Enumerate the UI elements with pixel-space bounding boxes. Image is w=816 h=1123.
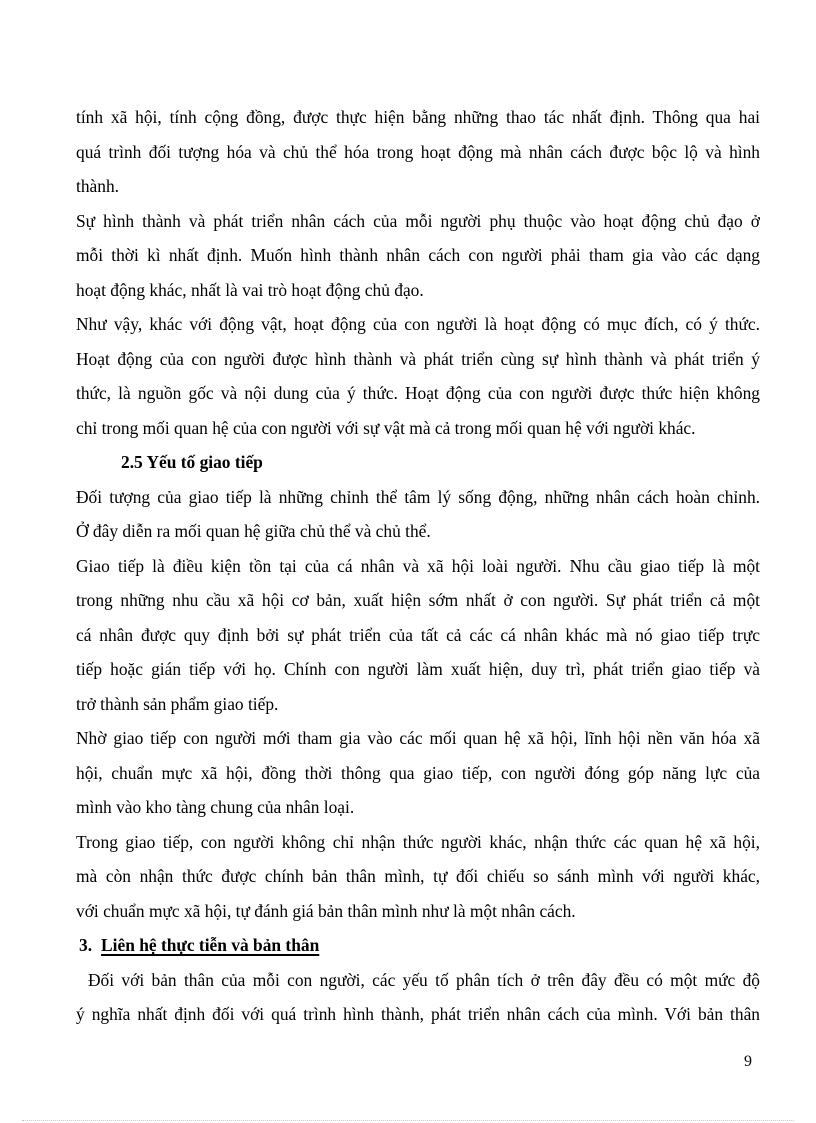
text-line: hội, chuẩn mực xã hội, đồng thời thông qua giao tiếp, con người đóng góp năng lực của [76,762,760,783]
paragraph [76,307,760,445]
section-number: 3. [79,935,93,955]
paragraph [76,549,760,722]
section-title: Liên hệ thực tiễn và bản thân [101,935,320,955]
text-line: tính xã hội, tính cộng đồng, được thực hiện bằng những thao tác nhất định. Thông qua hai [76,107,760,127]
text-line: mà còn nhận thức được chính bản thân mình, tự đối chiếu so sánh mình với người khác, [76,866,760,886]
text-line: thức, là nguồn gốc và nội dung của ý thức. Hoạt động của con người được thức hiện không [76,383,760,403]
text-line: Đối với bản thân của mỗi con người, các yếu tố phân tích ở trên đây đều có một mức độ [88,969,760,990]
text-line: ý nghĩa nhất định đối với quá trình hình thành, phát triển nhân cách của mình. Với bản thân [76,1004,760,1024]
page-number: 9 [744,1053,752,1070]
paragraph [76,204,760,308]
text-line: Giao tiếp là điều kiện tồn tại của cá nhân và xã hội loài người. Nhu cầu giao tiếp là một [76,555,760,576]
text-line: mình vào kho tàng chung của nhân loại. [76,797,355,817]
text-line: Nhờ giao tiếp con người mới tham gia vào các mối quan hệ xã hội, lĩnh hội nền văn hóa xã [76,728,760,748]
section-heading-2-5: 2.5 Yếu tố giao tiếp [121,452,263,472]
text-line: Đối tượng của giao tiếp là những chỉnh thể tâm lý sống động, những nhân cách hoàn chỉnh. [76,486,760,507]
paragraph [76,825,760,929]
text-line: thành. [76,176,119,196]
paragraph [76,100,760,204]
paragraph [76,721,760,825]
section-heading-3 [76,928,760,963]
text-line: chỉ trong mối quan hệ của con người với sự vật mà cả trong mối quan hệ với người khác. [76,417,696,438]
text-line: Ở đây diễn ra mối quan hệ giữa chủ thể và chủ thể. [76,521,431,541]
page-content [76,100,760,1032]
text-line: quá trình đối tượng hóa và chủ thể hóa trong hoạt động mà nhân cách được bộc lộ và hình [76,141,760,162]
text-line: Như vậy, khác với động vật, hoạt động của con người là hoạt động có mục đích, có ý thức. [76,314,760,334]
paragraph [76,963,760,1032]
text-line: Trong giao tiếp, con người không chỉ nhận thức người khác, nhận thức các quan hệ xã hội, [76,831,760,852]
text-line: mỗi thời kì nhất định. Muốn hình thành nhân cách con người phải tham gia vào các dạng [76,245,760,265]
text-line: trở thành sản phẩm giao tiếp. [76,693,279,714]
text-line: Hoạt động của con người được hình thành và phát triển cùng sự hình thành và phát triển ý [76,348,760,369]
text-line: với chuẩn mực xã hội, tự đánh giá bản thân mình như là một nhân cách. [76,900,576,921]
text-line: Sự hình thành và phát triển nhân cách của mỗi người phụ thuộc vào hoạt động chủ đạo ở [76,210,760,231]
text-line: hoạt động khác, nhất là vai trò hoạt động chủ đạo. [76,279,424,300]
text-line: cá nhân được quy định bởi sự phát triển của tất cả các cá nhân khác mà nó giao tiếp trực [76,624,760,645]
page-bottom-divider [22,1120,794,1121]
paragraph [76,480,760,549]
text-line: trong những nhu cầu xã hội cơ bản, xuất hiện sớm nhất ở con người. Sự phát triển cả một [76,590,760,610]
text-line: tiếp hoặc gián tiếp với họ. Chính con người làm xuất hiện, duy trì, phát triển giao tiếp và [76,659,760,679]
